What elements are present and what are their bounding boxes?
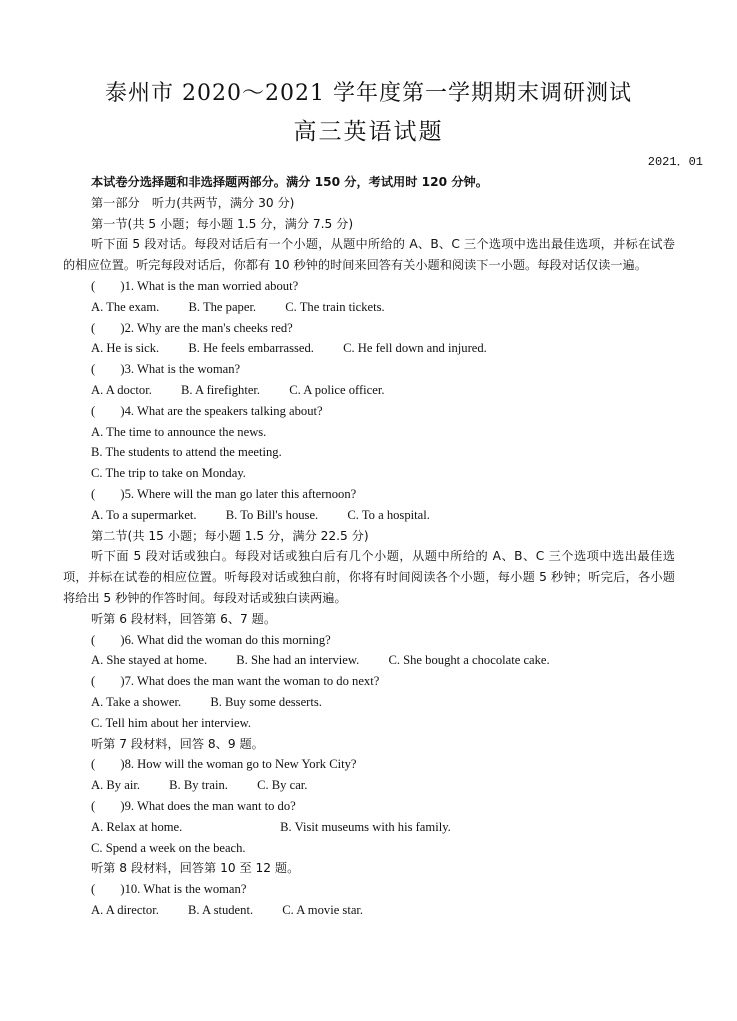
option-c[interactable]: C. By car. (257, 778, 308, 793)
group-label: 听第 6 段材料，回答第 6、7 题。 (91, 611, 277, 626)
option-c[interactable]: C. She bought a chocolate cake. (388, 653, 550, 668)
option-b[interactable]: B. A firefighter. (181, 382, 261, 397)
option-b[interactable]: B. Buy some desserts. (210, 694, 322, 709)
question-stem: ( )1. What is the man worried about? (91, 278, 299, 293)
option-c[interactable]: C. The train tickets. (285, 299, 385, 314)
section1-instructions: 听下面 5 段对话。每段对话后有一个小题，从题中所给的 A、B、C 三个选项中选出最佳选项，并标在试卷的相应位置。听完每段对话后，你都有 10 秒钟的时间来回答有关小题和阅读下一小题。每段对话仅读一遍。 (63, 237, 675, 273)
exam-date: 2021．01 (647, 155, 703, 169)
option-a[interactable]: A. Relax at home. (91, 819, 183, 834)
question-stem: ( )4. What are the speakers talking about? (91, 403, 323, 418)
option-a[interactable]: A. To a supermarket. (91, 507, 197, 522)
option-a[interactable]: A. She stayed at home. (91, 653, 208, 668)
question-options (63, 297, 675, 318)
question-options (63, 505, 675, 526)
question-stem: ( )10. What is the woman? (91, 882, 247, 897)
option-b[interactable]: B. A student. (188, 902, 254, 917)
option-b[interactable]: B. The students to attend the meeting. (91, 445, 282, 460)
question-options (63, 650, 675, 671)
option-c[interactable]: C. Spend a week on the beach. (91, 840, 246, 855)
question-options (63, 817, 675, 838)
group-label: 听第 7 段材料，回答 8、9 题。 (91, 736, 264, 751)
intro-text: 本试卷分选择题和非选择题两部分。满分 150 分，考试用时 120 分钟。 (91, 175, 488, 189)
option-c[interactable]: C. Tell him about her interview. (91, 715, 252, 730)
section1-heading: 第一节(共 5 小题；每小题 1.5 分，满分 7.5 分) (91, 216, 354, 231)
option-a[interactable]: A. A director. (91, 902, 159, 917)
option-c[interactable]: C. A movie star. (282, 902, 364, 917)
part1-heading: 第一部分 听力(共两节，满分 30 分) (91, 195, 295, 210)
question-options (63, 900, 675, 921)
question-stem: ( )7. What does the man want the woman to do next? (91, 674, 380, 689)
option-a[interactable]: A. A doctor. (91, 382, 152, 397)
exam-subtitle: 高三英语试题 (293, 119, 444, 145)
option-c[interactable]: C. The trip to take on Monday. (91, 466, 246, 481)
question-stem: ( )2. Why are the man's cheeks red? (91, 320, 293, 335)
question-stem: ( )9. What does the man want to do? (91, 798, 296, 813)
question-stem: ( )8. How will the woman go to New York City? (91, 757, 357, 772)
question-options (63, 380, 675, 401)
option-a[interactable]: A. Take a shower. (91, 694, 182, 709)
option-b[interactable]: B. The paper. (188, 299, 257, 314)
section2-heading: 第二节(共 15 小题；每小题 1.5 分，满分 22.5 分) (91, 528, 369, 543)
option-b[interactable]: B. She had an interview. (236, 653, 360, 668)
option-c[interactable]: C. He fell down and injured. (343, 341, 487, 356)
option-c[interactable]: C. To a hospital. (347, 507, 430, 522)
option-b[interactable]: B. To Bill's house. (225, 507, 319, 522)
question-options (63, 775, 675, 796)
question-options (63, 338, 675, 359)
question-stem: ( )5. Where will the man go later this afternoon? (91, 486, 357, 501)
section2-instructions: 听下面 5 段对话或独白。每段对话或独白后有几个小题，从题中所给的 A、B、C 三个选项中选出最佳选项，并标在试卷的相应位置。听每段对话或独白前，你将有时间阅读各个小题，每小题 5 秒钟；听完后，各小题将给出 5 秒钟的作答时间。每段对话或独白读两遍。 (63, 549, 675, 605)
option-a[interactable]: A. He is sick. (91, 341, 160, 356)
option-c[interactable]: C. A police officer. (289, 382, 385, 397)
option-b[interactable]: B. He feels embarrassed. (188, 341, 314, 356)
question-stem: ( )6. What did the woman do this morning? (91, 632, 331, 647)
group-label: 听第 8 段材料，回答第 10 至 12 题。 (91, 861, 300, 876)
question-stem: ( )3. What is the woman? (91, 362, 241, 377)
option-b[interactable]: B. By train. (169, 778, 228, 793)
exam-body (63, 172, 675, 921)
option-a[interactable]: A. The exam. (91, 299, 160, 314)
option-a[interactable]: A. The time to announce the news. (91, 424, 267, 439)
question-options (63, 692, 675, 713)
option-a[interactable]: A. By air. (91, 778, 140, 793)
exam-title: 泰州市 2020～2021 学年度第一学期期末调研测试 (105, 81, 632, 106)
option-b[interactable]: B. Visit museums with his family. (280, 819, 451, 834)
